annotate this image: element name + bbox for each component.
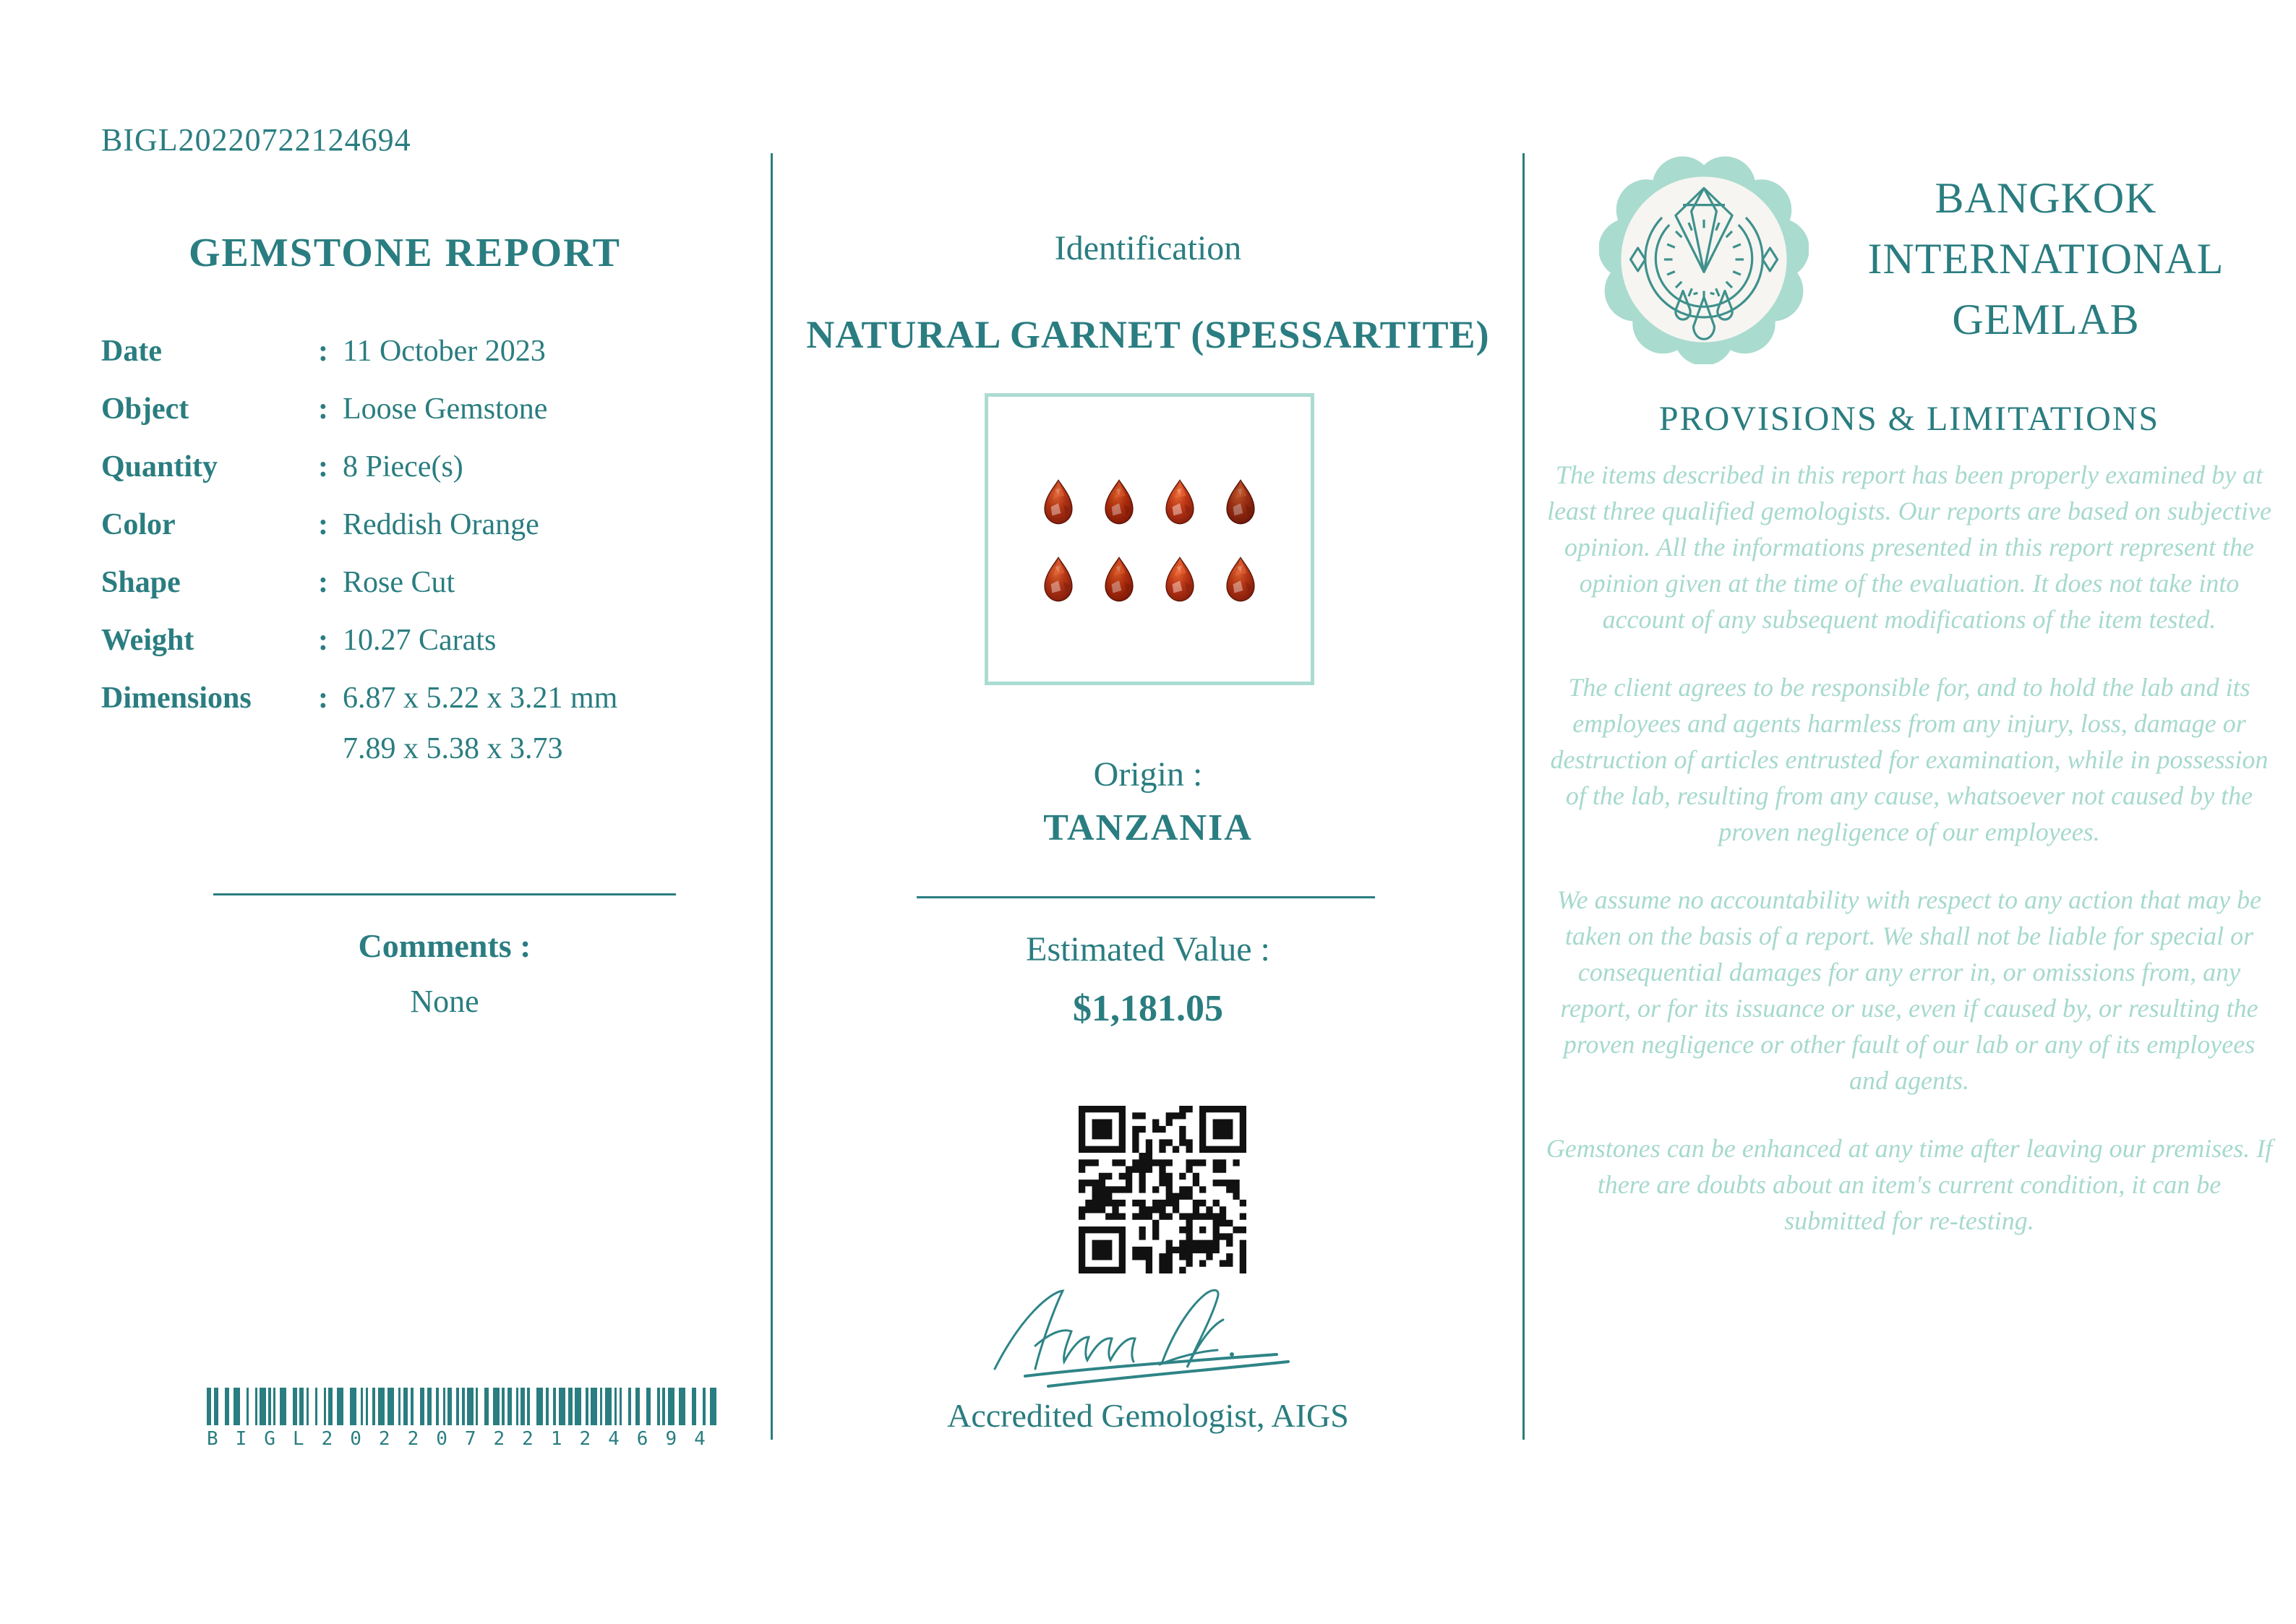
provisions-paragraph: Gemstones can be enhanced at any time after leaving our premises. If there are doubts about an item's current condition, it can be submitted for re-testing. [1546,1134,2273,1235]
signature-icon [974,1276,1322,1392]
garnet-stone-icon [1161,477,1199,527]
field-colon: : [318,566,328,599]
garnet-stone-icon [1040,477,1077,527]
field-colon: : [318,624,328,657]
field-label: Weight [101,624,194,657]
field-row [101,450,752,507]
estimated-value-label: Estimated Value : [1026,930,1270,968]
provisions-paragraph: We assume no accountability with respect to any action that may be taken on the basis of a report. We shall not be liable for special or consequential damages for any error in, or omissions from, any report, or for its issuance or use, even if caused by, or resulting the proven negligence or other fault of our lab or any of its employees and agents. [1556,885,2262,1095]
field-value-line2: 7.89 x 5.38 x 3.73 [343,732,563,765]
field-value: 8 Piece(s) [343,450,463,484]
field-row [101,507,752,565]
lab-name-line: GEMLAB [1952,296,2140,343]
provisions-title: PROVISIONS & LIMITATIONS [1658,400,2160,438]
lab-logo-icon [1599,155,1809,364]
field-label: Color [101,508,176,541]
identification-result: NATURAL GARNET (SPESSARTITE) [806,313,1490,356]
field-value: Loose Gemstone [343,392,548,426]
gem-row-2 [1040,554,1259,604]
barcode-text: BIGL20220722124694 [207,1428,723,1450]
origin-label: Origin : [1093,755,1203,794]
field-value: Reddish Orange [343,508,539,541]
identification-heading: Identification [1054,229,1242,267]
field-row [101,334,752,392]
field-row [101,392,752,450]
signatory-title: Accredited Gemologist, AIGS [947,1397,1349,1434]
field-value: 6.87 x 5.22 x 3.21 mm 7.89 x 5.38 x 3.73 [343,681,752,766]
qr-code-icon [1079,1106,1246,1273]
field-value: 10.27 Carats [343,624,497,657]
field-label: Object [101,392,189,426]
lab-name [1836,168,2256,350]
report-title: GEMSTONE REPORT [189,231,621,275]
lab-name-line: INTERNATIONAL [1867,235,2224,283]
field-label: Shape [101,566,181,599]
report-number: BIGL20220722124694 [101,122,411,158]
lab-name-line: BANGKOK [1935,174,2157,222]
field-row [101,565,752,623]
field-label: Quantity [101,450,218,484]
provisions-paragraphs [1544,457,2274,1271]
garnet-stone-icon [1222,554,1259,604]
comments-label: Comments : [358,927,531,964]
field-row [101,623,752,681]
field-value: Rose Cut [343,566,455,599]
field-label: Dimensions [101,682,252,715]
barcode [207,1388,723,1463]
field-colon: : [318,450,328,484]
field-colon: : [318,392,328,426]
middle-divider [917,896,1375,898]
field-row [101,681,752,766]
comments-value: None [410,984,479,1019]
provisions-paragraph: The client agrees to be responsible for, and to hold the lab and its employees and agents harmless from any injury, loss, damage or destruction of articles entrusted for examination, while in possession of the lab, resulting from any cause, whatsoever not caused by the proven negligence of our employees. [1550,673,2269,846]
garnet-stone-icon [1040,554,1077,604]
provisions-paragraph: The items described in this report has been properly examined by at least three qualified gemologists. Our reports are based on subjective opinion. All the informations presented in this report represent the opinion given at the time of the evaluation. It does not take into account of any subsequent modifications of the item tested. [1547,460,2271,634]
garnet-stone-icon [1222,477,1259,527]
garnet-stone-icon [1161,554,1199,604]
field-colon: : [318,508,328,541]
field-colon: : [318,335,328,368]
report-fields-table [101,334,752,766]
origin-value: TANZANIA [1043,807,1253,848]
estimated-value-amount: $1,181.05 [1073,988,1223,1029]
gemstone-photo [985,393,1314,685]
garnet-stone-icon [1100,477,1138,527]
field-label: Date [101,335,162,368]
garnet-stone-icon [1100,554,1138,604]
gem-row-1 [1040,477,1259,527]
field-value: 11 October 2023 [343,335,546,368]
barcode-icon [207,1388,717,1425]
comments-divider [213,893,676,895]
field-colon: : [318,682,328,715]
